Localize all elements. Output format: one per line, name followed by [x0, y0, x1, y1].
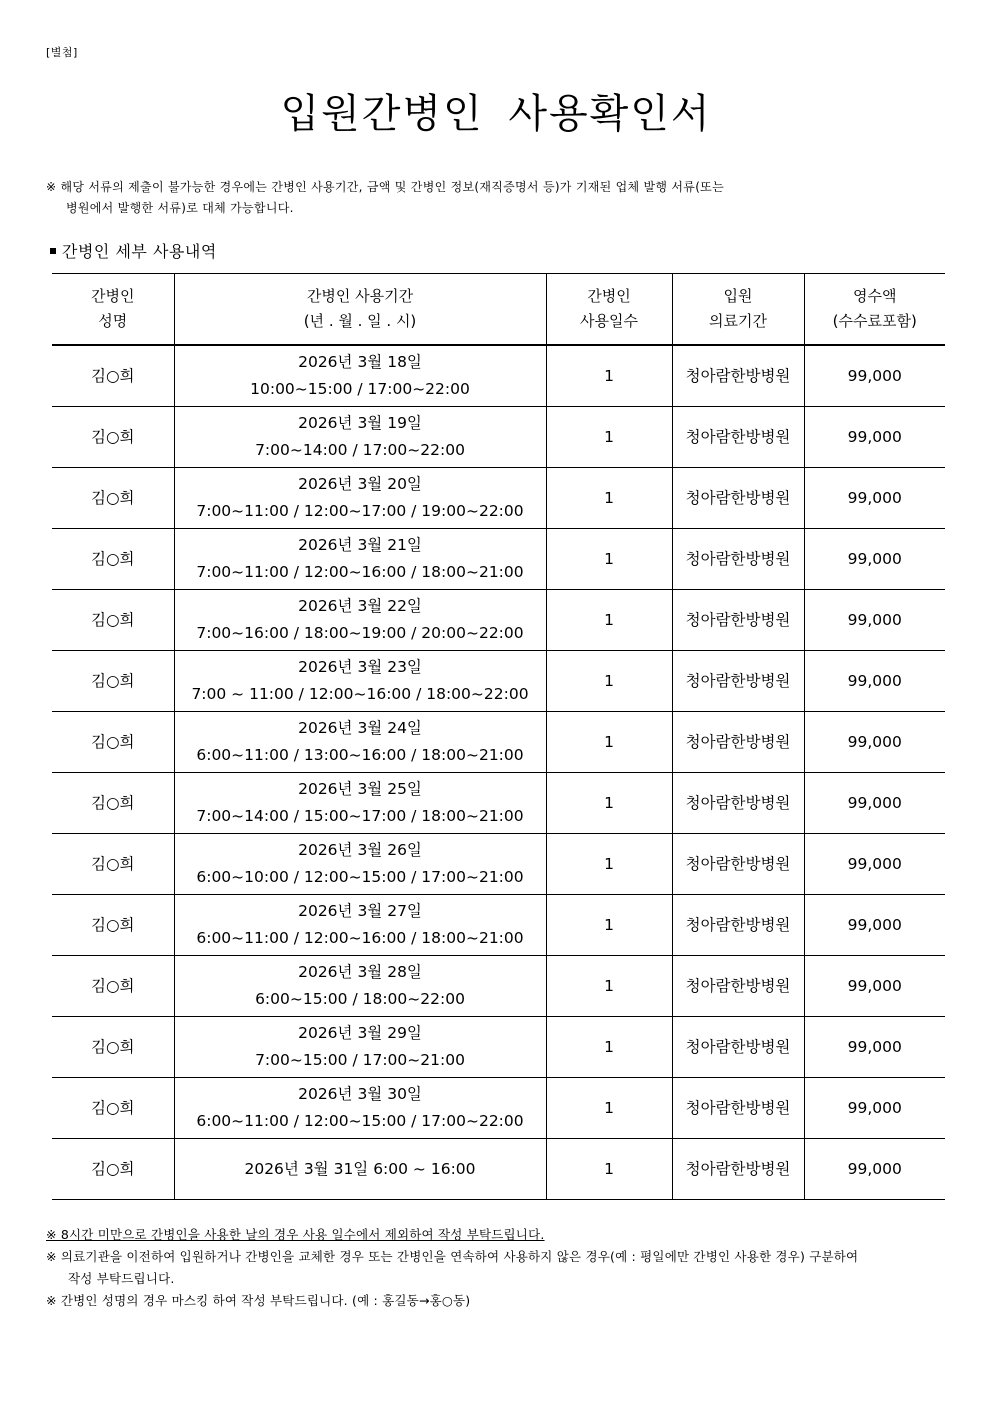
- cell-usage-days: 1: [546, 956, 672, 1017]
- cell-amount: 99,000: [804, 407, 945, 468]
- cell-hospital: 청아람한방병원: [672, 468, 804, 529]
- usage-times: 6:00~11:00 / 12:00~15:00 / 17:00~22:00: [196, 1112, 524, 1130]
- cell-caregiver-name: 김○희: [52, 773, 174, 834]
- usage-times: 7:00~16:00 / 18:00~19:00 / 20:00~22:00: [196, 624, 524, 642]
- cell-hospital: 청아람한방병원: [672, 590, 804, 651]
- usage-times: 10:00~15:00 / 17:00~22:00: [250, 380, 470, 398]
- cell-amount: 99,000: [804, 1078, 945, 1139]
- footnotes: [46, 1224, 946, 1312]
- footnote-2: ※ 의료기관을 이전하여 입원하거나 간병인을 교체한 경우 또는 간병인을 연속하여 사용하지 않은 경우(예 : 평일에만 간병인 사용한 경우) 구분하여: [46, 1249, 859, 1264]
- table-header-row: [52, 274, 945, 346]
- usage-date: 2026년 3월 27일: [298, 902, 422, 920]
- document-title: 입원간병인 사용확인서: [280, 91, 712, 137]
- cell-usage-period: [174, 590, 546, 651]
- cell-caregiver-name: 김○희: [52, 529, 174, 590]
- cell-hospital: 청아람한방병원: [672, 345, 804, 407]
- cell-amount: 99,000: [804, 1017, 945, 1078]
- cell-usage-days: 1: [546, 1017, 672, 1078]
- usage-date: 2026년 3월 24일: [298, 719, 422, 737]
- usage-date: 2026년 3월 31일 6:00 ~ 16:00: [244, 1159, 476, 1178]
- cell-caregiver-name: 김○희: [52, 834, 174, 895]
- usage-date: 2026년 3월 20일: [298, 475, 422, 493]
- cell-usage-period: [174, 407, 546, 468]
- usage-times: 7:00~11:00 / 12:00~17:00 / 19:00~22:00: [196, 502, 524, 520]
- cell-usage-days: 1: [546, 529, 672, 590]
- cell-amount: 99,000: [804, 712, 945, 773]
- usage-times: 6:00~11:00 / 13:00~16:00 / 18:00~21:00: [196, 746, 524, 764]
- usage-date: 2026년 3월 18일: [298, 353, 422, 371]
- header-caregiver-name: 간병인 성명: [52, 274, 174, 346]
- cell-usage-period: [174, 712, 546, 773]
- cell-caregiver-name: 김○희: [52, 712, 174, 773]
- cell-caregiver-name: 김○희: [52, 1017, 174, 1078]
- cell-caregiver-name: 김○희: [52, 407, 174, 468]
- table-row: [52, 1017, 945, 1078]
- cell-caregiver-name: 김○희: [52, 468, 174, 529]
- usage-date: 2026년 3월 29일: [298, 1024, 422, 1042]
- square-bullet-icon: [50, 248, 56, 254]
- table-row: [52, 1139, 945, 1200]
- cell-caregiver-name: 김○희: [52, 651, 174, 712]
- table-row: [52, 956, 945, 1017]
- cell-usage-days: 1: [546, 651, 672, 712]
- cell-amount: 99,000: [804, 651, 945, 712]
- footnote-2-continued: 작성 부탁드립니다.: [68, 1271, 175, 1286]
- cell-caregiver-name: 김○희: [52, 1078, 174, 1139]
- usage-times: 7:00~15:00 / 17:00~21:00: [255, 1051, 465, 1069]
- header-usage-period: 간병인 사용기간 (년 . 월 . 일 . 시): [174, 274, 546, 346]
- cell-usage-period: [174, 1139, 546, 1200]
- cell-usage-period: [174, 956, 546, 1017]
- cell-hospital: 청아람한방병원: [672, 895, 804, 956]
- notice-line-1: ※ 해당 서류의 제출이 불가능한 경우에는 간병인 사용기간, 금액 및 간병인 정보(재직증명서 등)가 기재된 업체 발행 서류(또는: [46, 180, 724, 194]
- cell-usage-days: 1: [546, 834, 672, 895]
- cell-usage-days: 1: [546, 590, 672, 651]
- usage-date: 2026년 3월 30일: [298, 1085, 422, 1103]
- cell-hospital: 청아람한방병원: [672, 407, 804, 468]
- cell-caregiver-name: 김○희: [52, 345, 174, 407]
- cell-amount: 99,000: [804, 773, 945, 834]
- usage-date: 2026년 3월 21일: [298, 536, 422, 554]
- usage-date: 2026년 3월 26일: [298, 841, 422, 859]
- cell-usage-days: 1: [546, 712, 672, 773]
- table-row: [52, 529, 945, 590]
- header-amount: 영수액 (수수료포함): [804, 274, 945, 346]
- cell-amount: 99,000: [804, 1139, 945, 1200]
- cell-usage-period: [174, 1017, 546, 1078]
- cell-amount: 99,000: [804, 345, 945, 407]
- cell-usage-period: [174, 651, 546, 712]
- table-row: [52, 834, 945, 895]
- cell-hospital: 청아람한방병원: [672, 956, 804, 1017]
- usage-date: 2026년 3월 23일: [298, 658, 422, 676]
- cell-amount: 99,000: [804, 468, 945, 529]
- usage-date: 2026년 3월 25일: [298, 780, 422, 798]
- footnote-1: ※ 8시간 미만으로 간병인을 사용한 날의 경우 사용 일수에서 제외하여 작성 부탁드립니다.: [46, 1227, 545, 1242]
- cell-usage-days: 1: [546, 1078, 672, 1139]
- cell-amount: 99,000: [804, 529, 945, 590]
- table-row: [52, 651, 945, 712]
- cell-amount: 99,000: [804, 834, 945, 895]
- cell-usage-period: [174, 773, 546, 834]
- cell-hospital: 청아람한방병원: [672, 773, 804, 834]
- cell-usage-days: 1: [546, 773, 672, 834]
- usage-times: 7:00 ~ 11:00 / 12:00~16:00 / 18:00~22:00: [191, 685, 529, 703]
- cell-caregiver-name: 김○희: [52, 590, 174, 651]
- cell-usage-days: 1: [546, 468, 672, 529]
- table-row: [52, 773, 945, 834]
- usage-date: 2026년 3월 19일: [298, 414, 422, 432]
- cell-usage-period: [174, 834, 546, 895]
- usage-times: 7:00~14:00 / 17:00~22:00: [255, 441, 465, 459]
- cell-hospital: 청아람한방병원: [672, 651, 804, 712]
- cell-hospital: 청아람한방병원: [672, 712, 804, 773]
- cell-usage-period: [174, 468, 546, 529]
- header-hospital: 입원 의료기간: [672, 274, 804, 346]
- usage-date: 2026년 3월 28일: [298, 963, 422, 981]
- notice-line-2: 병원에서 발행한 서류)로 대체 가능합니다.: [66, 201, 294, 215]
- table-row: [52, 407, 945, 468]
- table-row: [52, 345, 945, 407]
- cell-usage-period: [174, 1078, 546, 1139]
- table-row: [52, 895, 945, 956]
- cell-caregiver-name: 김○희: [52, 895, 174, 956]
- usage-times: 6:00~10:00 / 12:00~15:00 / 17:00~21:00: [196, 868, 524, 886]
- cell-amount: 99,000: [804, 956, 945, 1017]
- cell-usage-days: 1: [546, 345, 672, 407]
- cell-caregiver-name: 김○희: [52, 956, 174, 1017]
- table-row: [52, 712, 945, 773]
- cell-usage-days: 1: [546, 407, 672, 468]
- cell-hospital: 청아람한방병원: [672, 1017, 804, 1078]
- section-title: 간병인 세부 사용내역: [62, 242, 217, 261]
- caregiver-usage-table: [52, 273, 945, 1200]
- usage-times: 6:00~15:00 / 18:00~22:00: [255, 990, 465, 1008]
- cell-usage-period: [174, 345, 546, 407]
- cell-usage-period: [174, 895, 546, 956]
- usage-times: 6:00~11:00 / 12:00~16:00 / 18:00~21:00: [196, 929, 524, 947]
- usage-times: 7:00~14:00 / 15:00~17:00 / 18:00~21:00: [196, 807, 524, 825]
- table-row: [52, 468, 945, 529]
- cell-caregiver-name: 김○희: [52, 1139, 174, 1200]
- cell-usage-days: 1: [546, 895, 672, 956]
- cell-hospital: 청아람한방병원: [672, 834, 804, 895]
- cell-amount: 99,000: [804, 590, 945, 651]
- cell-hospital: 청아람한방병원: [672, 529, 804, 590]
- table-row: [52, 590, 945, 651]
- usage-date: 2026년 3월 22일: [298, 597, 422, 615]
- footnote-3: ※ 간병인 성명의 경우 마스킹 하여 작성 부탁드립니다. (예 : 홍길동→홍○동): [46, 1293, 471, 1308]
- cell-amount: 99,000: [804, 895, 945, 956]
- cell-usage-days: 1: [546, 1139, 672, 1200]
- cell-hospital: 청아람한방병원: [672, 1078, 804, 1139]
- table-row: [52, 1078, 945, 1139]
- cell-hospital: 청아람한방병원: [672, 1139, 804, 1200]
- notice-text: [46, 177, 866, 219]
- cell-usage-period: [174, 529, 546, 590]
- header-usage-days: 간병인 사용일수: [546, 274, 672, 346]
- usage-times: 7:00~11:00 / 12:00~16:00 / 18:00~21:00: [196, 563, 524, 581]
- attachment-label: [별첨]: [46, 46, 78, 59]
- section-heading: [50, 239, 217, 262]
